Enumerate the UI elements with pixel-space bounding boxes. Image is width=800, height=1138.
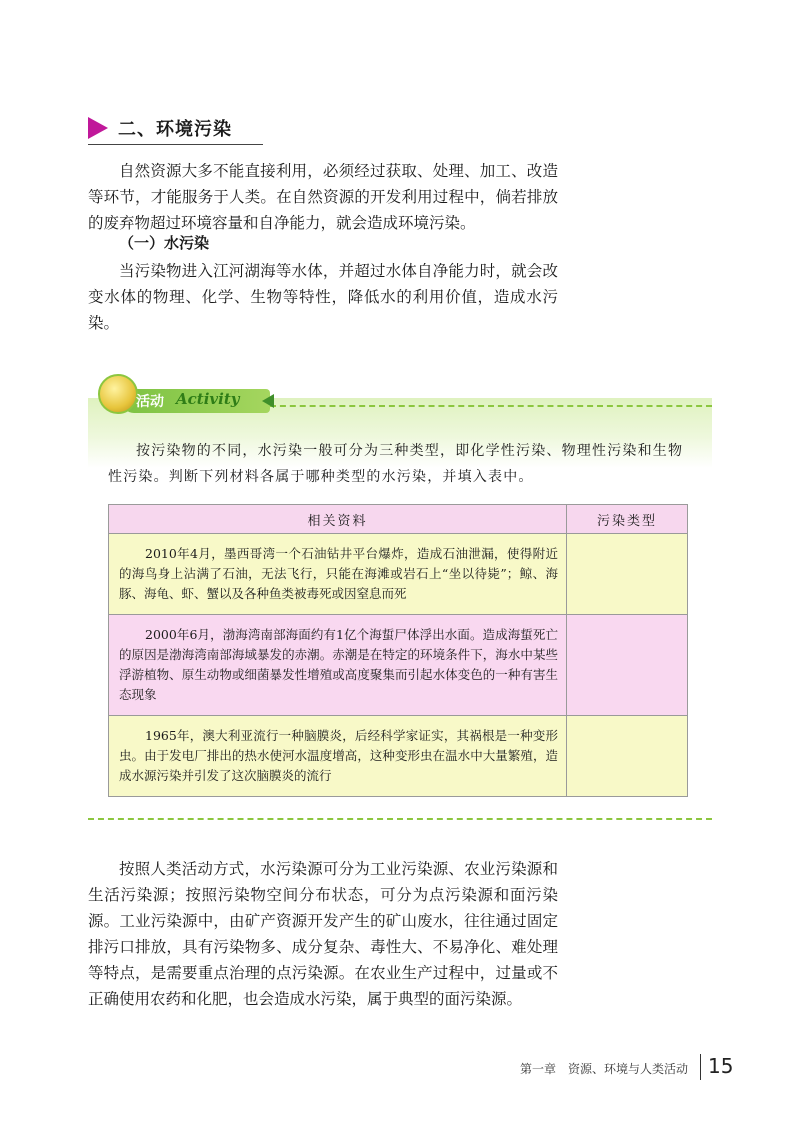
table-row	[109, 615, 688, 716]
activity-label-en: Activity	[176, 390, 240, 408]
activity-dashed-divider-bottom	[88, 818, 712, 820]
triangle-bullet-icon	[88, 117, 108, 139]
header-pollution-type: 污染类型	[567, 505, 688, 534]
pointer-arrow-icon	[262, 394, 274, 408]
table-row	[109, 716, 688, 797]
subheading-water-pollution: （一）水污染	[119, 234, 210, 252]
paragraph-water-pollution: 当污染物进入江河湖海等水体，并超过水体自净能力时，就会改变水体的物理、化学、生物等特性，降低水的利用价值，造成水污染。	[88, 262, 558, 332]
pollution-type-answer-cell[interactable]	[567, 716, 688, 797]
table-header-row	[109, 505, 688, 534]
paragraph-intro: 自然资源大多不能直接利用，必须经过获取、处理、加工、改造等环节，才能服务于人类。在自然资源的开发利用过程中，倘若排放的废弃物超过环境容量和自净能力，就会造成环境污染。	[88, 162, 558, 232]
table-row	[109, 534, 688, 615]
bird-emblem-icon	[98, 374, 138, 414]
section-heading	[88, 112, 263, 145]
footer-divider	[700, 1054, 701, 1080]
paragraph-pollution-sources: 按照人类活动方式，水污染源可分为工业污染源、农业污染源和生活污染源；按照污染物空间分布状态，可分为点污染源和面污染源。工业污染源中，由矿产资源开发产生的矿山废水，往往通过固定排污口排放，具有污染物多、成分复杂、毒性大、不易净化、难处理等特点，是需要重点治理的点污染源。在农业生产过程中，过量或不正确使用农药和化肥，也会造成水污染，属于典型的面污染源。	[88, 860, 558, 1008]
material-cell: 1965年，澳大利亚流行一种脑膜炎，后经科学家证实，其祸根是一种变形虫。由于发电厂排出的热水使河水温度增高，这种变形虫在温水中大量繁殖，造成水源污染并引发了这次脑膜炎的流行	[109, 716, 567, 797]
material-cell: 2000年6月，渤海湾南部海面约有1亿个海蜇尸体浮出水面。造成海蜇死亡的原因是渤海湾南部海域暴发的赤潮。赤潮是在特定的环境条件下，海水中某些浮游植物、原生动物或细菌暴发性增殖或高度聚集而引起水体变色的一种有害生态现象	[109, 615, 567, 716]
header-materials: 相关资料	[109, 505, 567, 534]
footer-chapter-title: 第一章 资源、环境与人类活动	[520, 1062, 689, 1076]
material-cell: 2010年4月，墨西哥湾一个石油钻井平台爆炸，造成石油泄漏，使得附近的海鸟身上沾满了石油，无法飞行，只能在海滩或岩石上“坐以待毙”；鲸、海豚、海龟、虾、蟹以及各种鱼类被毒死或因窒息而死	[109, 534, 567, 615]
activity-instruction: 按污染物的不同，水污染一般可分为三种类型，即化学性污染、物理性污染和生物性污染。判断下列材料各属于哪种类型的水污染，并填入表中。	[108, 443, 684, 485]
materials-table	[108, 504, 688, 797]
activity-dashed-divider-top	[270, 405, 712, 407]
activity-badge	[88, 370, 274, 420]
activity-label: 活动	[136, 394, 164, 410]
section-title: 二、环境污染	[118, 119, 232, 140]
pollution-type-answer-cell[interactable]	[567, 615, 688, 716]
page-number: 15	[708, 1054, 734, 1078]
pollution-type-answer-cell[interactable]	[567, 534, 688, 615]
